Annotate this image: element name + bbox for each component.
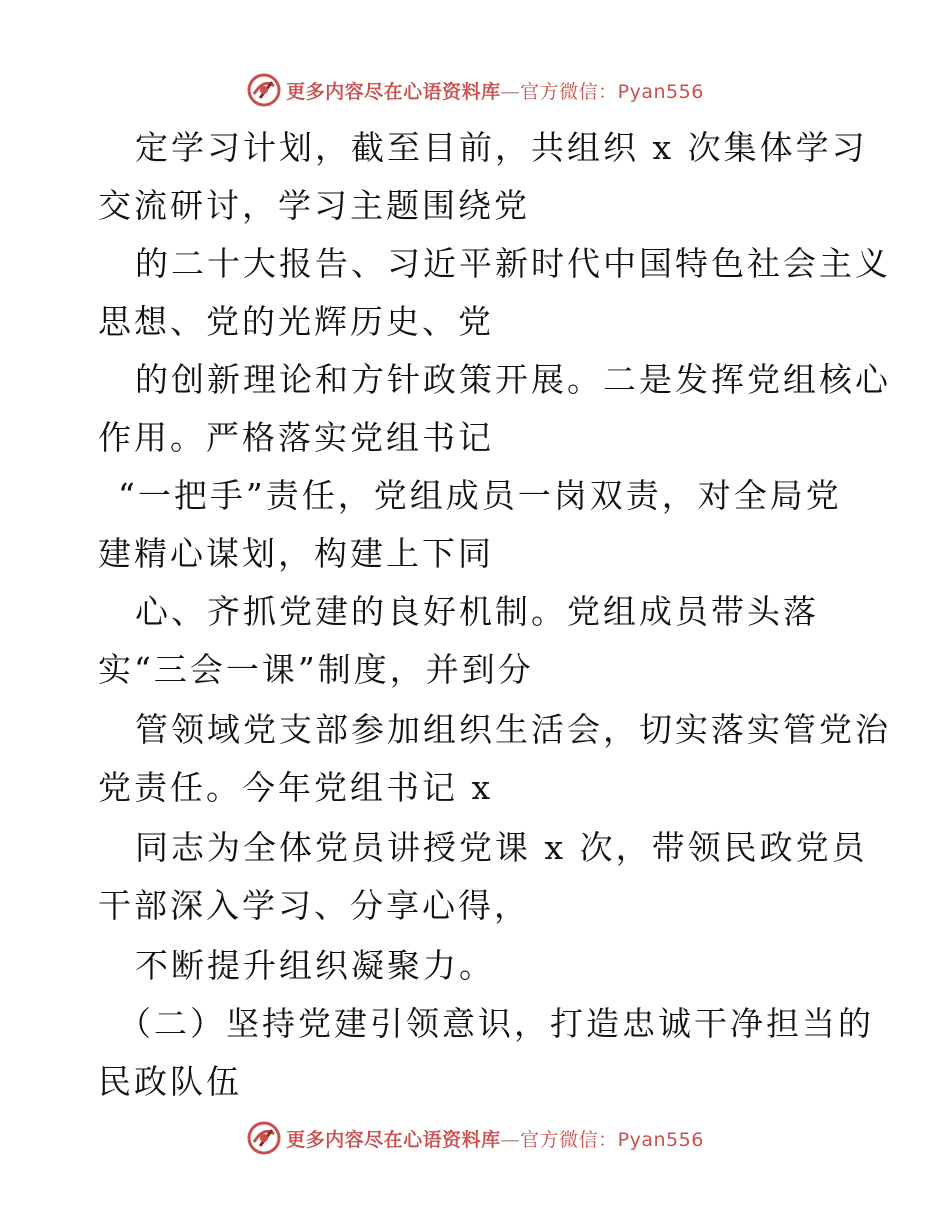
- text-line: 党责任。今年党组书记 x: [98, 768, 494, 807]
- text-line: 不断提升组织凝聚力。: [135, 946, 495, 985]
- footer-watermark: [0, 1118, 950, 1158]
- text-line: 干部深入学习、分享心得，: [98, 886, 530, 925]
- watermark-separator: —: [500, 80, 521, 103]
- text-line: 的二十大报告、习近平新时代中国特色社会主义: [135, 244, 891, 283]
- text-line: “一把手”责任，党组成员一岗双责，对全局党: [118, 476, 842, 515]
- text-line: 建精心谋划，构建上下同: [98, 534, 494, 573]
- text-line: 心、齐抓党建的良好机制。党组成员带头落: [135, 592, 819, 631]
- text-line: 实“三会一课”制度，并到分: [98, 650, 534, 689]
- section-heading: （二）坚持党建引领意识，打造忠诚干净担当的: [118, 1004, 874, 1043]
- text-line: 定学习计划，截至目前，共组织 x 次集体学习: [135, 128, 868, 167]
- watermark-separator: —: [500, 1128, 521, 1151]
- watermark-logo-icon: [246, 1120, 282, 1156]
- text-line: 的创新理论和方针政策开展。二是发挥党组核心: [135, 360, 891, 399]
- header-watermark: [0, 70, 950, 110]
- text-line: 思想、党的光辉历史、党: [98, 302, 494, 341]
- text-line: 同志为全体党员讲授党课 x 次，带领民政党员: [135, 828, 868, 867]
- watermark-brand: 更多内容尽在心语资料库: [286, 80, 501, 103]
- section-heading-continued: 民政队伍: [98, 1062, 242, 1101]
- watermark-contact: 官方微信：Pyan556: [520, 80, 704, 103]
- text-line: 作用。严格落实党组书记: [98, 418, 494, 457]
- watermark-contact: 官方微信：Pyan556: [520, 1128, 704, 1151]
- text-line: 交流研讨，学习主题围绕党: [98, 186, 530, 225]
- text-line: 管领域党支部参加组织生活会，切实落实管党治: [135, 710, 891, 749]
- watermark-logo-icon: [246, 72, 282, 108]
- watermark-brand: 更多内容尽在心语资料库: [286, 1128, 501, 1151]
